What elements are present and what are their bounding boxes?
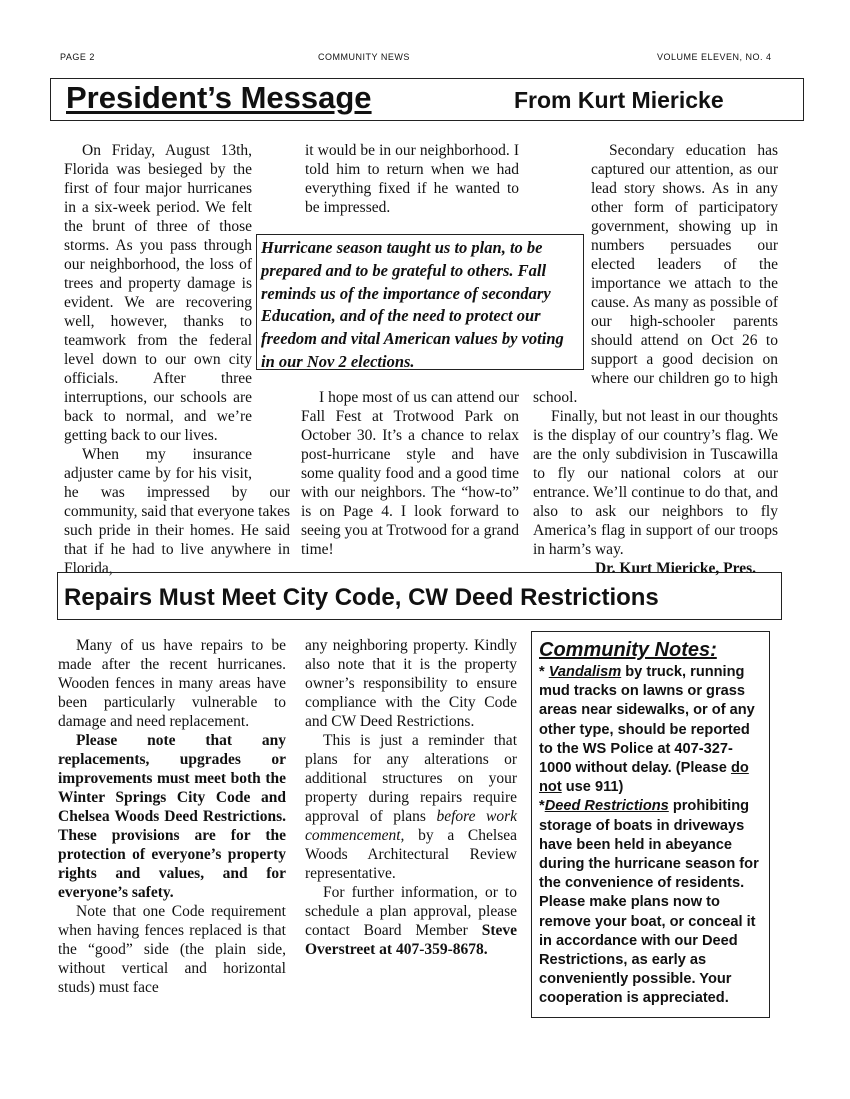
community-note [539,663,762,797]
president-col1-para: On Friday, August 13th, Florida was besieged by the first of four major hurricanes in a six-week period. We felt the brunt of three of those storms. As you pass through our neighborhood, the loss of trees and property damage is evident. We are recovering well, however, thanks to teamwork from the federal level down to our own city officials. After three interruptions, our schools are back to normal, and we’re getting back to our lives. [64,142,252,444]
repairs-text: For further information, or to schedule a plan approval, please contact Board Member [305,884,517,939]
repairs-para-bold: Please note that any replacements, upgrades or improvements must meet both the Winter Springs City Code and Chelsea Woods Deed Restrictions. These provisions are for the protection of everyone’s property rights and values, and for everyone’s safety. [58,732,286,901]
president-col1-para: When my insurance adjuster came by for his visit, he was impressed by our community, said that everyone takes such pride in their homes. He said that if he had to live anywhere in Florida, [64,446,290,577]
president-col2-para: I hope most of us can attend our Fall Fest at Trotwood Park on October 30. It’s a chance to relax post-hurricane style and have some quality food and a good time with our neighbors. The “how-to” is on Page 4. I look forward to seeing you at Trotwood for a grand time! [301,389,519,558]
president-col3-para: Secondary education has captured our attention, as our lead story shows. As in any other form of participatory government, showing up in numbers persuades our elected leaders of the importance we attach to the cause. As many as possible of our high-schooler parents should attend on Oct 26 to support a good decision on where our children go to high school. [533,142,778,406]
president-title: President’s Message [66,80,372,115]
note-label: Vandalism [548,664,622,680]
president-byline: From Kurt Miericke [514,87,724,113]
repairs-contact: Steve Overstreet at 407-359-8678. [305,922,517,958]
note-star: * [539,664,549,680]
president-col3-para: Finally, but not least in our thoughts is the display of our country’s flag. We are the only subdivision in Tuscawilla to fly our national colors at our entrance. We’ll continue to do that, and also to ask our neighbors to fly America’s flag in support of our troops in harm’s way. [533,408,778,558]
repairs-para: any neighboring property. Kindly also note that it is the property owner’s responsibility to ensure compliance with the City Code and CW Deed Restrictions. [305,637,517,730]
repairs-para: Many of us have repairs to be made after the recent hurricanes. Wooden fences in many areas have been particularly vulnerable to damage and need replacement. [58,637,286,730]
repairs-text: This is just a reminder that plans for any alterations or additional structures on your property during repairs require approval of plans [305,732,517,825]
community-notes-title: Community Notes: [539,639,717,661]
repairs-col1 [58,636,286,997]
note-label: Deed Restrictions [544,798,669,815]
community-note [539,797,762,1008]
note-text: by truck, running mud tracks on lawns or grass areas near sidewalks, or of any other type, should be reported to the WS Police at 407-327-1000 without delay. (Please [539,664,755,777]
repairs-title: Repairs Must Meet City Code, CW Deed Restrictions [64,584,659,611]
volume-label: VOLUME ELEVEN, NO. 4 [657,52,772,62]
repairs-para [305,731,517,883]
page-number: PAGE 2 [60,52,95,62]
president-col2-lower [301,388,519,559]
note-text: prohibiting storage of boats in driveways have been held in abeyance during the hurricane season for the convenience of residents. Please make plans now to remove your boat, or conceal it in accordance with our Deed Restrictions, as early as conveniently possible. Your cooperation is appreciated. [539,798,759,1007]
president-signature: Dr. Kurt Miericke, Pres. [595,560,756,577]
repairs-col2 [305,636,517,959]
newsletter-title: COMMUNITY NEWS [318,52,410,62]
repairs-para [305,883,517,959]
president-col2 [305,141,519,217]
repairs-italic-text: before work commencement, [305,808,518,844]
note-star: * [539,798,545,815]
repairs-text: by a Chelsea Woods Architectural Review representative. [305,827,517,882]
note-emphasis: do not [539,760,749,796]
repairs-para: Note that one Code requirement when having fences replaced is that the “good” side (the plain side, without vertical and horizontal studs) must face [58,903,286,996]
pull-quote: Hurricane season taught us to plan, to be prepared and to be grateful to others. Fall reminds us of the importance of secondary Education, and of the need to protect our freedom and vital American values by voting in our Nov 2 elections. [256,234,584,370]
note-text: use 911) [561,779,624,796]
president-col2-para: it would be in our neighborhood. I told him to return when we had everything fixed if he wanted to be impressed. [305,142,519,216]
community-notes-box [531,631,770,1018]
